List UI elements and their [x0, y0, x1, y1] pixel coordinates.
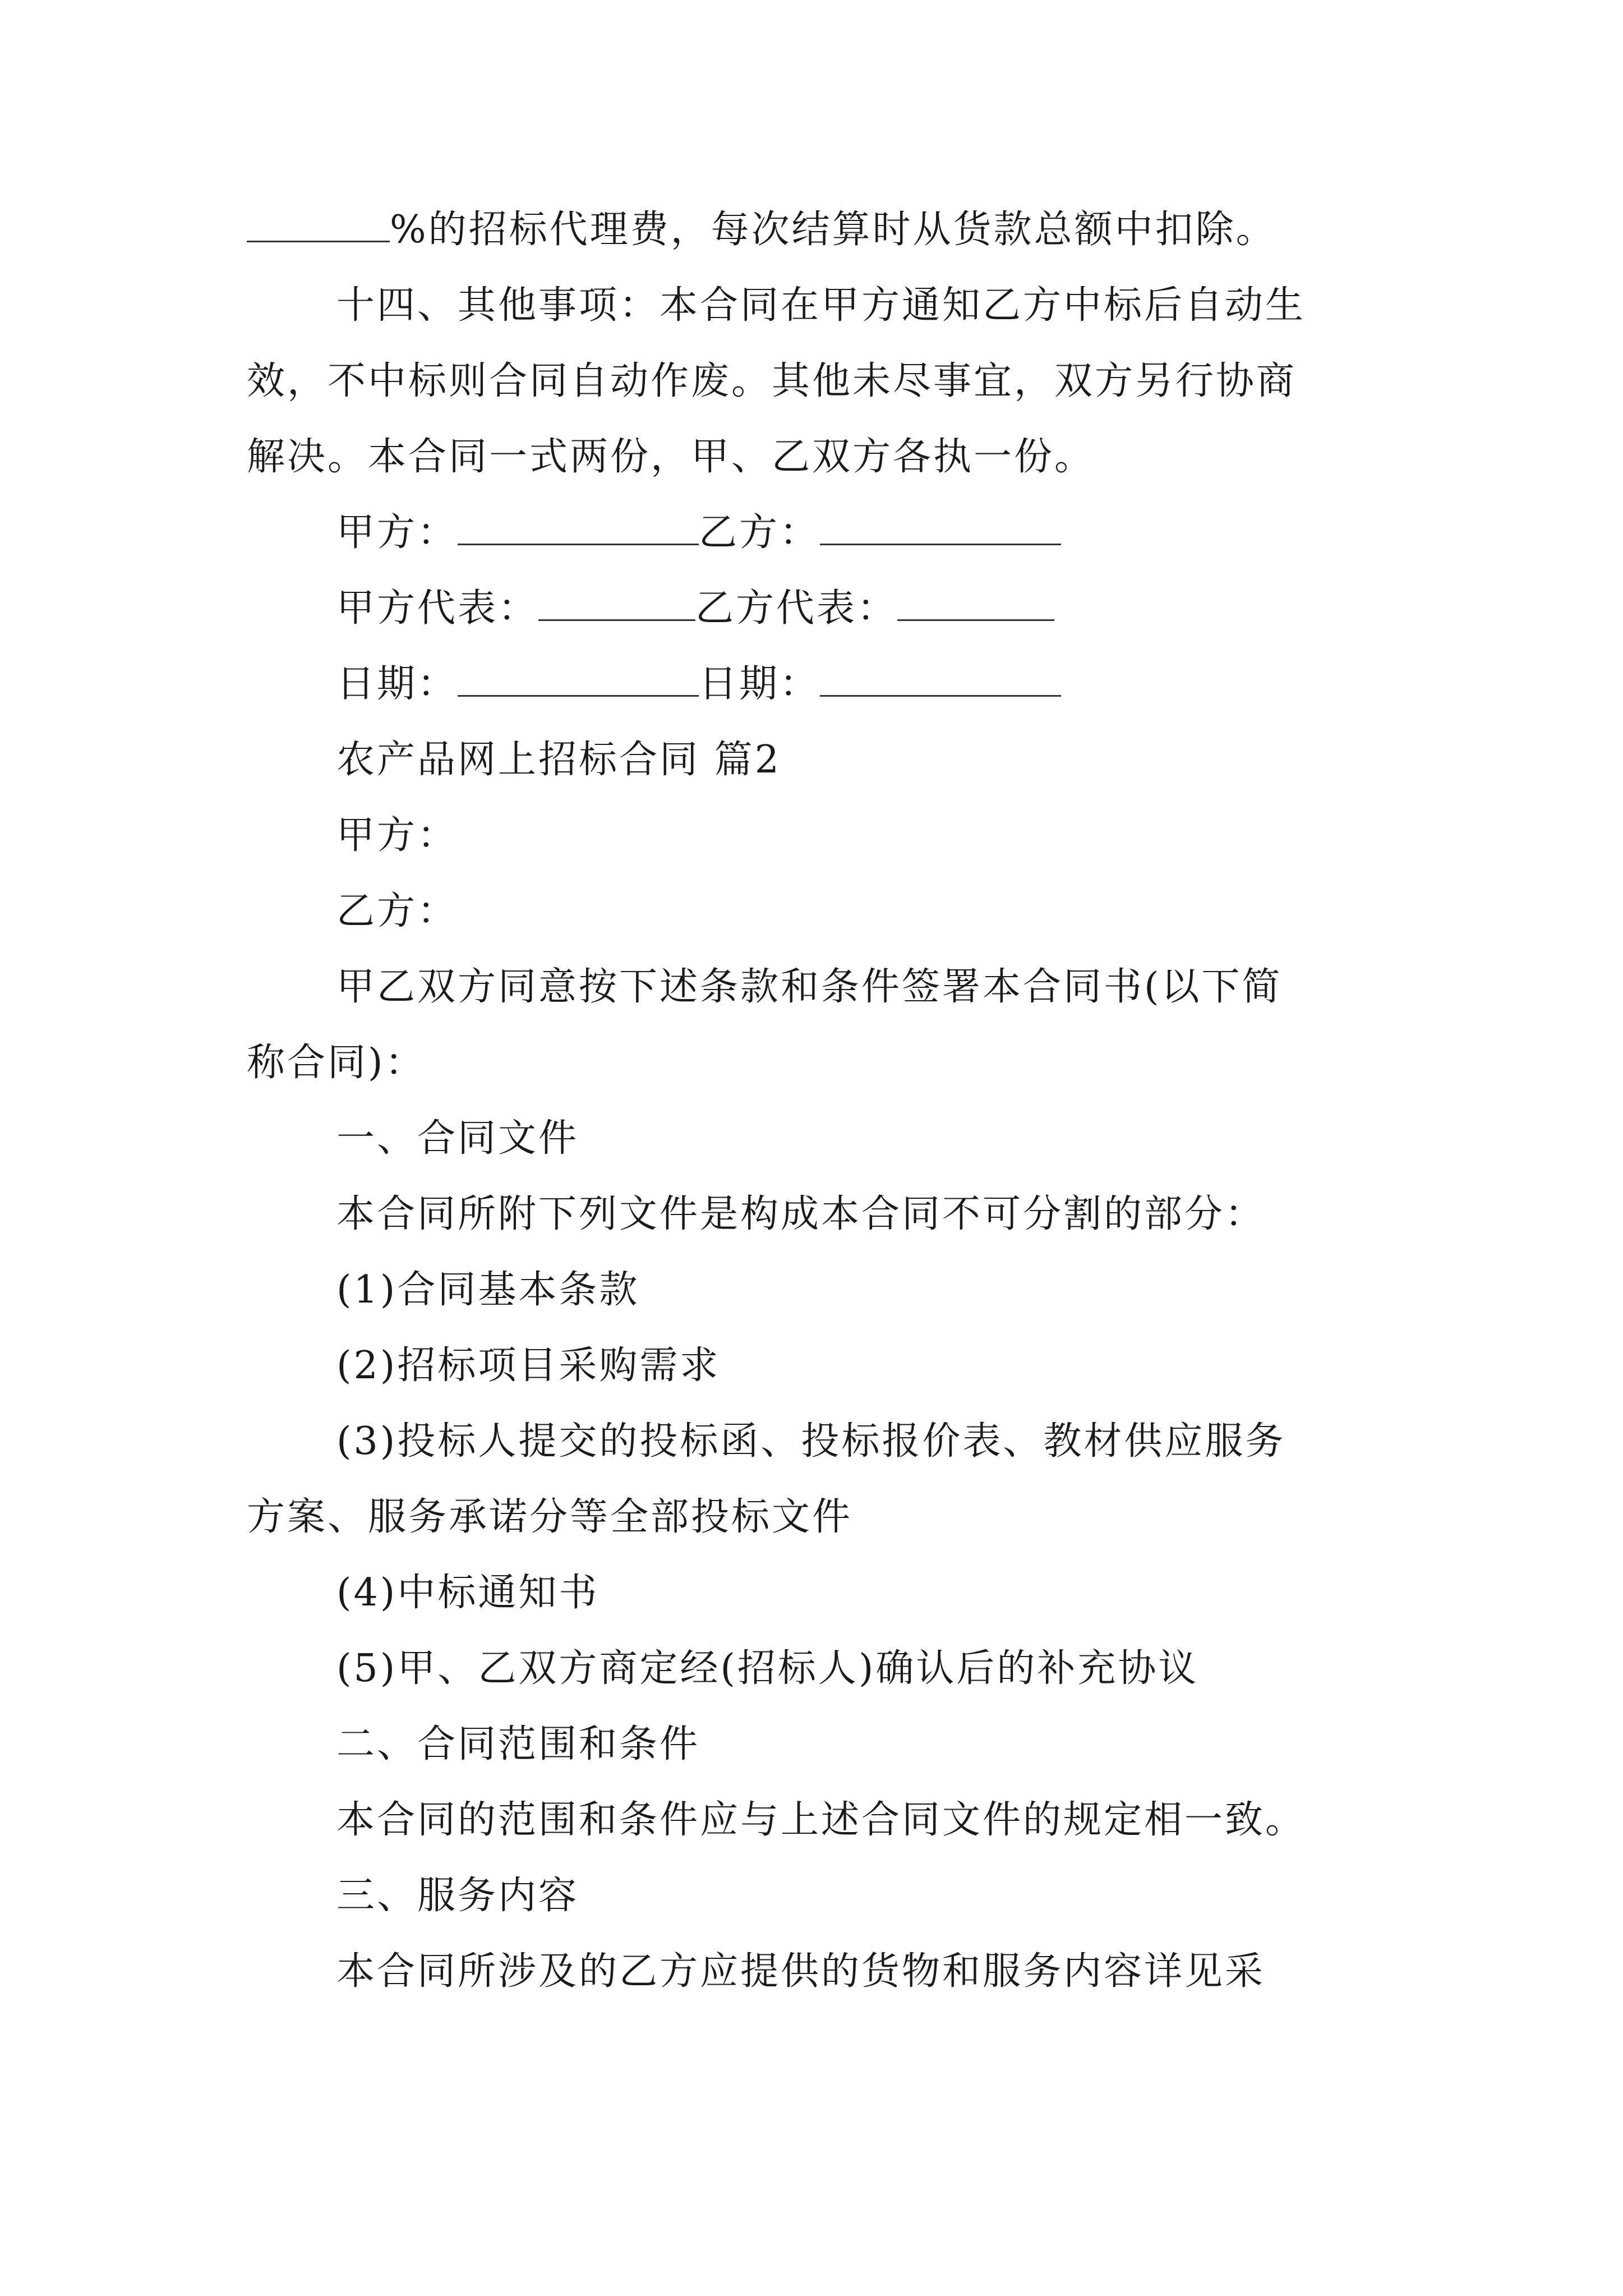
party-a-rep-blank[interactable]: [538, 586, 695, 621]
signature-party-row: [336, 508, 1486, 558]
party-b-rep-label: 乙方代表：: [695, 586, 898, 631]
agreement-line-2: 称合同)：: [247, 1041, 426, 1085]
fee-percent-blank[interactable]: [247, 207, 390, 242]
list-item-5: (5)甲、乙双方商定经(招标人)确认后的补充协议: [336, 1646, 1199, 1691]
heading-contract-docs: 一、合同文件: [336, 1116, 579, 1161]
party-b-blank[interactable]: [820, 510, 1061, 545]
party-b-date-label: 日期：: [699, 662, 820, 706]
party-b-rep-blank[interactable]: [897, 586, 1054, 621]
list-item-3-line-1: (3)投标人提交的投标函、投标报价表、教材供应服务: [336, 1419, 1286, 1464]
section-title: 农产品网上招标合同 篇2: [336, 738, 781, 782]
heading-services: 三、服务内容: [336, 1874, 579, 1918]
list-item-2: (2)招标项目采购需求: [336, 1343, 721, 1388]
contract-docs-intro: 本合同所附下列文件是构成本合同不可分割的部分：: [336, 1192, 1266, 1236]
signature-rep-row: [336, 583, 1486, 634]
heading-scope: 二、合同范围和条件: [336, 1722, 700, 1766]
party-a-label: 甲方：: [336, 510, 458, 555]
services-text: 本合同所涉及的乙方应提供的货物和服务内容详见采: [336, 1949, 1266, 1994]
scope-text: 本合同的范围和条件应与上述合同文件的规定相一致。: [336, 1798, 1306, 1842]
clause-14-line-1: 十四、其他事项：本合同在甲方通知乙方中标后自动生: [336, 283, 1306, 328]
clause-14-line-2: 效，不中标则合同自动作废。其他未尽事宜，双方另行协商: [247, 359, 1297, 403]
signature-date-row: [336, 659, 1486, 710]
party-a-rep-label: 甲方代表：: [336, 586, 539, 631]
party-a-line: 甲方：: [336, 813, 458, 858]
party-b-date-blank[interactable]: [820, 661, 1061, 697]
list-item-1: (1)合同基本条款: [336, 1268, 640, 1312]
list-item-3-line-2: 方案、服务承诺分等全部投标文件: [247, 1495, 853, 1539]
clause-14-line-3: 解决。本合同一式两份，甲、乙双方各执一份。: [247, 435, 1095, 479]
fee-clause-line: %的招标代理费，每次结算时从货款总额中扣除。: [247, 205, 1396, 255]
party-a-blank[interactable]: [458, 510, 699, 545]
party-b-label: 乙方：: [699, 510, 820, 555]
party-a-date-blank[interactable]: [458, 661, 699, 697]
party-b-line: 乙方：: [336, 889, 458, 933]
party-a-date-label: 日期：: [336, 662, 458, 706]
list-item-4: (4)中标通知书: [336, 1571, 600, 1615]
agreement-line-1: 甲乙双方同意按下述条款和条件签署本合同书(以下简: [336, 965, 1283, 1009]
